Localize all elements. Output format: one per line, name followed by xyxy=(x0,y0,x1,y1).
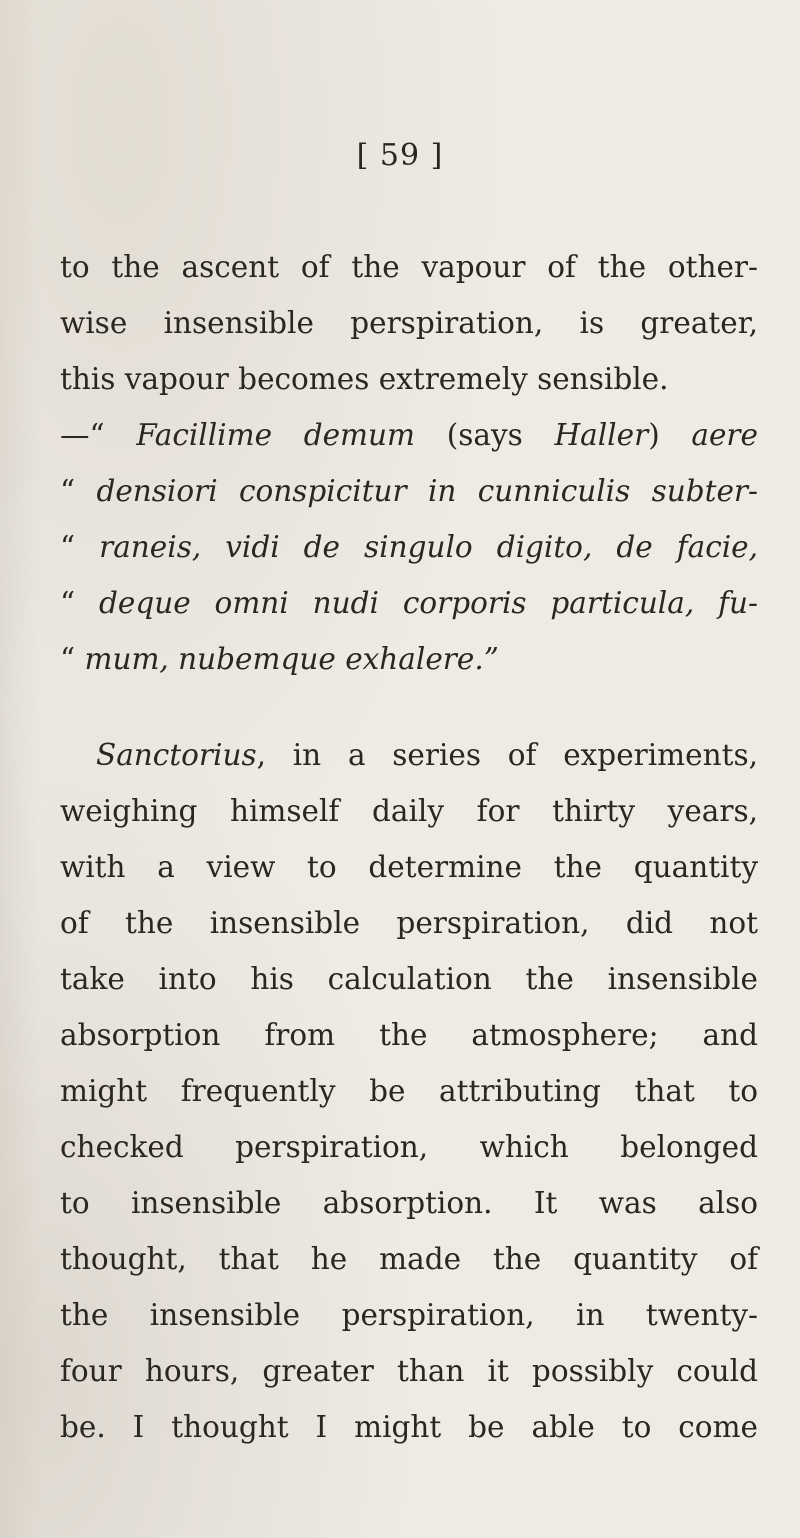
text-line: checked perspiration, which belonged xyxy=(60,1130,758,1164)
quote-line xyxy=(60,586,758,620)
page-number: [ 59 ] xyxy=(356,138,444,173)
text-line xyxy=(96,738,758,772)
text-line: might frequently be attributing that to xyxy=(60,1074,758,1108)
text-line: absorption from the atmosphere; and xyxy=(60,1018,758,1052)
quote-mark: —“ xyxy=(60,418,137,452)
latin-text: Facillime demum xyxy=(136,418,416,452)
text-line: four hours, greater than it possibly could xyxy=(60,1354,758,1388)
quote-line xyxy=(60,418,758,452)
text-line: weighing himself daily for thirty years, xyxy=(60,794,758,828)
text-line: to insensible absorption. It was also xyxy=(60,1186,758,1220)
text-line: to the ascent of the vapour of the other- xyxy=(60,250,758,284)
text-run: , in a series of experiments, xyxy=(256,738,758,772)
quote-mark: “ xyxy=(60,530,100,564)
quote-attribution: (says xyxy=(415,418,555,452)
latin-text: raneis, vidi de singulo digito, de facie, xyxy=(99,530,758,564)
quote-line xyxy=(60,530,758,564)
quote-line xyxy=(60,642,758,676)
text-line: thought, that he made the quantity of xyxy=(60,1242,758,1276)
text-line: this vapour becomes extremely sensible. xyxy=(60,362,669,396)
quote-mark: “ xyxy=(60,642,85,676)
text-line: be. I thought I might be able to come xyxy=(60,1410,758,1444)
text-line: take into his calculation the insensible xyxy=(60,962,758,996)
text-line: the insensible perspiration, in twenty- xyxy=(60,1298,758,1332)
quote-mark: “ xyxy=(60,474,97,508)
quote-attribution-close: ) xyxy=(648,418,692,452)
text-line: with a view to determine the quantity xyxy=(60,850,758,884)
quote-mark: “ xyxy=(60,586,99,620)
author-name: Sanctorius xyxy=(96,738,257,772)
quote-line xyxy=(60,474,758,508)
text-line: of the insensible perspiration, did not xyxy=(60,906,758,940)
latin-text: mum, nubemque exhalere.” xyxy=(84,642,499,676)
author-name: Haller xyxy=(554,418,649,452)
latin-text: deque omni nudi corporis particula, fu- xyxy=(98,586,758,620)
text-line: wise insensible perspiration, is greater, xyxy=(60,306,758,340)
latin-text: aere xyxy=(691,418,758,452)
latin-text: densiori conspicitur in cunniculis subter- xyxy=(96,474,758,508)
